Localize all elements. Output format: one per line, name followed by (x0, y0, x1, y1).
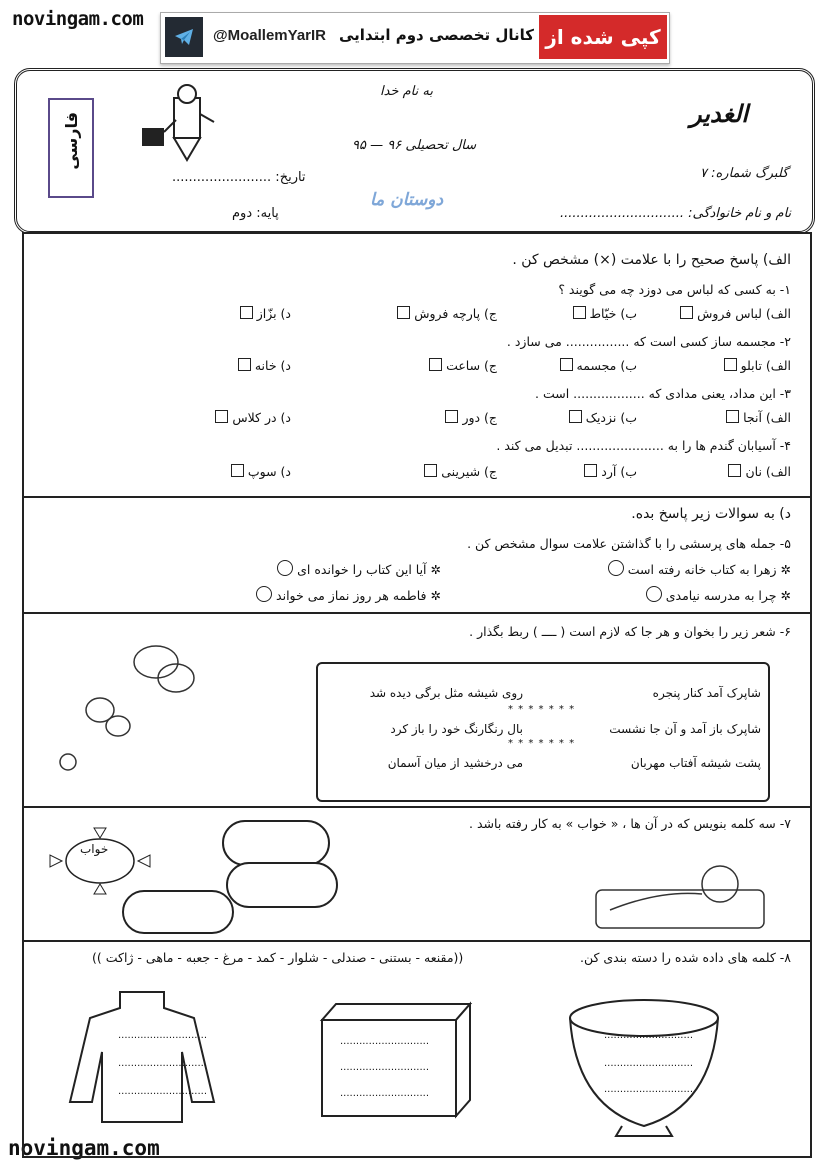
q5-item-2[interactable]: ✲ آیا این کتاب را خوانده ای (273, 560, 441, 577)
checkbox[interactable] (429, 358, 442, 371)
checkbox[interactable] (240, 306, 253, 319)
answer-line: ............................ (118, 1030, 208, 1041)
poem-line: بال رنگارنگ خود را باز کرد (390, 722, 523, 736)
poem-line: روی شیشه مثل برگی دیده شد (369, 686, 523, 700)
checkbox[interactable] (445, 410, 458, 423)
watermark-top: novingam.com (12, 8, 144, 30)
divider (22, 806, 810, 808)
checkbox[interactable] (238, 358, 251, 371)
q4-option-c[interactable]: ج) شیرینی (420, 464, 497, 479)
sun-illustration (48, 826, 152, 896)
answer-line: ............................ (604, 1084, 694, 1095)
telegram-icon (165, 17, 203, 57)
grade-label: پایه: دوم (232, 206, 279, 221)
checkbox[interactable] (569, 410, 582, 423)
channel-banner[interactable] (160, 12, 670, 64)
q5-item-3[interactable]: ✲ چرا به مدرسه نیامدی (642, 586, 791, 603)
answer-line: ............................ (604, 1030, 694, 1041)
poem-line: پشت شیشه آفتاب مهربان (630, 756, 761, 770)
word-list: ((مقنعه - بستنی - صندلی - شلوار - کمد - مرغ - جعبه - ماهی - ژاکت )) (92, 950, 464, 965)
sleeping-child-illustration (590, 850, 770, 932)
channel-name: کانال تخصصی دوم ابتدایی (339, 26, 535, 44)
q2-option-c[interactable]: ج) ساعت (425, 358, 497, 373)
answer-line: ............................ (604, 1058, 694, 1069)
q1-option-a[interactable]: الف) لباس فروش (676, 306, 791, 321)
question-1: ۱- به کسی که لباس می دوزد چه می گویند ؟ (558, 282, 791, 297)
q5-item-4[interactable]: ✲ فاطمه هر روز نماز می خواند (252, 586, 441, 603)
checkbox[interactable] (215, 410, 228, 423)
answer-line: ............................ (340, 1036, 430, 1047)
q1-option-d[interactable]: د) بزّاز (236, 306, 291, 321)
student-name-field: نام و نام خانوادگی: .............................. (560, 206, 792, 221)
school-logo: الغدیر (690, 100, 749, 128)
answer-cloud[interactable] (226, 862, 338, 908)
q3-option-c[interactable]: ج) دور (441, 410, 497, 425)
q2-option-d[interactable]: د) خانه (234, 358, 291, 373)
checkbox[interactable] (397, 306, 410, 319)
pencil-mascot-illustration (140, 80, 220, 164)
question-8: ۸- کلمه های داده شده را دسته بندی کن. (579, 950, 791, 965)
school-year: سال تحصیلی ۹۶ — ۹۵ (352, 138, 477, 153)
q4-option-b[interactable]: ب) آرد (580, 464, 637, 479)
question-5: ۵- جمله های پرسشی را با گذاشتن علامت سوال مشخص کن . (467, 536, 791, 551)
q3-option-b[interactable]: ب) نزدیک (565, 410, 637, 425)
watermark-bottom: novingam.com (8, 1136, 160, 1160)
question-7: ۷- سه کلمه بنویس که در آن ها ، « خواب » به کار رفته باشد . (469, 816, 791, 831)
checkbox[interactable] (573, 306, 586, 319)
q1-option-c[interactable]: ج) پارچه فروش (393, 306, 497, 321)
q1-option-b[interactable]: ب) خیّاط (569, 306, 637, 321)
checkbox[interactable] (724, 358, 737, 371)
sweater-illustration (64, 982, 220, 1132)
section-d-title: د) به سوالات زیر پاسخ بده. (631, 506, 791, 522)
answer-cloud[interactable] (222, 820, 330, 866)
bismillah: به نام خدا (380, 84, 433, 99)
answer-line: ............................ (340, 1088, 430, 1099)
answer-cloud[interactable] (122, 890, 234, 934)
date-field: تاریخ: ........................ (172, 170, 306, 185)
poem-line: شاپرک آمد کنار پنجره (652, 686, 761, 700)
answer-circle[interactable] (277, 560, 293, 576)
channel-handle: @MoallemYarIR (213, 27, 326, 44)
sheet-number: گلبرگ شماره: ۷ (700, 166, 789, 181)
q2-option-b[interactable]: ب) مجسمه (556, 358, 637, 373)
checkbox[interactable] (231, 464, 244, 477)
question-2: ۲- مجسمه ساز کسی است که ................ می سازد . (506, 334, 791, 349)
answer-line: ............................ (340, 1062, 430, 1073)
butterflies-illustration (48, 626, 208, 786)
checkbox[interactable] (726, 410, 739, 423)
question-4: ۴- آسیابان گندم ها را به ...................... تبدیل می کند . (496, 438, 791, 453)
answer-line: ............................ (118, 1058, 208, 1069)
checkbox[interactable] (584, 464, 597, 477)
sun-word: خواب (80, 842, 109, 856)
book-name: دوستان ما (370, 190, 444, 210)
subject-box (48, 98, 94, 198)
answer-circle[interactable] (646, 586, 662, 602)
q5-item-1[interactable]: ✲ زهرا به کتاب خانه رفته است (604, 560, 791, 577)
q4-option-d[interactable]: د) سوپ (227, 464, 291, 479)
divider (22, 496, 810, 498)
poem-line: می درخشید از میان آسمان (387, 756, 523, 770)
stars-divider: * * * * * * * (508, 738, 576, 749)
question-3: ۳- این مداد، یعنی مدادی که .................. است . (535, 386, 791, 401)
copied-from-badge: کپی شده از (539, 15, 667, 59)
poem-line: شاپرک باز آمد و آن جا نشست (609, 722, 761, 736)
checkbox[interactable] (424, 464, 437, 477)
answer-line: ............................ (118, 1086, 208, 1097)
q4-option-a[interactable]: الف) نان (724, 464, 791, 479)
q3-option-d[interactable]: د) در کلاس (211, 410, 291, 425)
answer-circle[interactable] (608, 560, 624, 576)
checkbox[interactable] (560, 358, 573, 371)
checkbox[interactable] (728, 464, 741, 477)
stars-divider: * * * * * * * (508, 704, 576, 715)
divider (22, 940, 810, 942)
section-a-title: الف) پاسخ صحیح را با علامت (×) مشخص کن . (512, 252, 791, 268)
subject-label: فارسی (61, 112, 81, 170)
answer-circle[interactable] (256, 586, 272, 602)
divider (22, 612, 810, 614)
checkbox[interactable] (680, 306, 693, 319)
q2-option-a[interactable]: الف) تابلو (720, 358, 791, 373)
question-6: ۶- شعر زیر را بخوان و هر جا که لازم است ( ــــ ) ربط بگذار . (469, 624, 791, 639)
box-illustration (318, 1000, 474, 1120)
q3-option-a[interactable]: الف) آنجا (722, 410, 791, 425)
